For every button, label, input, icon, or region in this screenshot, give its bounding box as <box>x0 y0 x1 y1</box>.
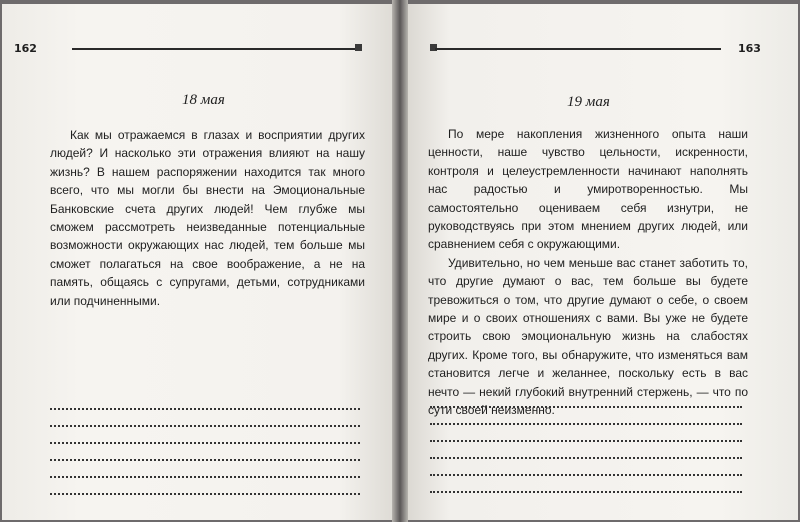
right-note-line[interactable] <box>430 491 742 494</box>
left-note-line[interactable] <box>50 442 360 445</box>
left-note-line[interactable] <box>50 425 360 428</box>
right-page-number: 163 <box>738 42 761 55</box>
right-paragraph: Удивительно, но чем меньше вас станет заботить то, что другие думают о вас, тем больше вы будете тревожиться о том, что другие думают о себе, о своем мире и о своих отношениях с вами. Вы уже не будете строить свою эмоциональную жизнь на слабостях других. Кроме того, вы обнаружите, что изменяться вам становится легче и желаннее, поскольку есть в вас нечто — некий глубокий внутренний стержень, — что по сути своей неизменно. <box>428 255 748 418</box>
right-note-line[interactable] <box>430 457 742 460</box>
left-date-heading: 18 мая <box>182 92 225 108</box>
left-note-line[interactable] <box>50 459 360 462</box>
left-page-number: 162 <box>14 42 37 55</box>
left-body-text <box>50 126 365 310</box>
left-note-line[interactable] <box>50 408 360 411</box>
left-note-line[interactable] <box>50 476 360 479</box>
right-paragraph: По мере накопления жизненного опыта наши ценности, наше чувство цельности, искренности, контроля и целеустремленности начинают наполнять нас радостью и умиротворенностью. Мы самостоятельно оцениваем себя изнутри, не руководствуясь при этом мнением других людей, или сравнением себя с окружающими. <box>428 127 748 252</box>
right-note-line[interactable] <box>430 474 742 477</box>
left-note-line[interactable] <box>50 493 360 496</box>
right-note-line[interactable] <box>430 423 742 426</box>
right-note-line[interactable] <box>430 440 742 443</box>
right-header-rule <box>435 48 721 50</box>
left-header-rule <box>72 48 358 50</box>
book-gutter <box>392 0 408 522</box>
left-header-square <box>355 44 362 51</box>
left-paragraph: Как мы отражаемся в глазах и восприятии других людей? И насколько эти отражения влияют на нашу жизнь? В нашем распоряжении находится так много всего, что мы могли бы внести на Эмоциональные Банковские счета других людей! Чем глубже мы сможем рассмотреть неизведанные потенциальные возможности окружающих нас людей, тем больше мы сможет полагаться на свое воображение, а не на память, общаясь с супругами, детьми, сотрудниками или подчиненными. <box>50 128 365 308</box>
right-body-text <box>428 125 748 420</box>
right-note-line[interactable] <box>430 406 742 409</box>
right-date-heading: 19 мая <box>567 94 610 110</box>
